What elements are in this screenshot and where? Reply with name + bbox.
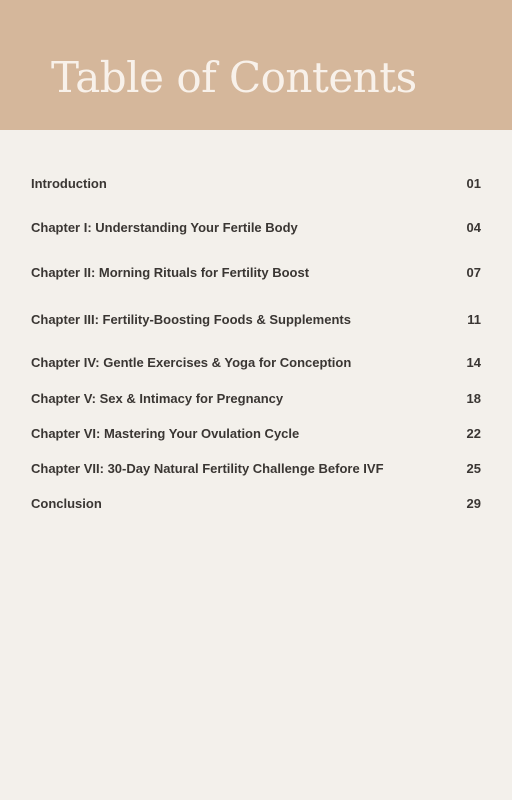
toc-entry-page-number: 18 — [466, 391, 481, 406]
toc-entry-page-number: 29 — [466, 496, 481, 511]
toc-entry-chapter-2[interactable] — [31, 263, 481, 283]
toc-entry-label: Chapter IV: Gentle Exercises & Yoga for Conception — [31, 355, 352, 370]
toc-entry-page-number: 04 — [466, 220, 481, 235]
toc-entry-label: Chapter V: Sex & Intimacy for Pregnancy — [31, 391, 284, 406]
toc-entry-chapter-7[interactable] — [31, 459, 481, 479]
toc-entry-chapter-3[interactable] — [31, 310, 481, 330]
page-title: Table of Contents — [51, 53, 417, 102]
toc-entry-label: Chapter VI: Mastering Your Ovulation Cycle — [31, 426, 300, 441]
toc-entry-label: Conclusion — [31, 496, 102, 511]
toc-entry-page-number: 25 — [466, 461, 481, 476]
header-banner — [0, 0, 512, 130]
toc-entry-label: Chapter VII: 30-Day Natural Fertility Challenge Before IVF — [31, 461, 384, 476]
toc-entry-chapter-4[interactable] — [31, 353, 481, 373]
toc-entry-page-number: 22 — [466, 426, 481, 441]
toc-entry-conclusion[interactable] — [31, 494, 481, 514]
toc-entry-chapter-1[interactable] — [31, 218, 481, 238]
toc-entry-label: Chapter II: Morning Rituals for Fertility Boost — [31, 265, 310, 280]
toc-entry-label: Chapter I: Understanding Your Fertile Body — [31, 220, 298, 235]
toc-entry-page-number: 11 — [467, 312, 481, 327]
toc-entry-page-number: 07 — [466, 265, 481, 280]
toc-entry-label: Chapter III: Fertility-Boosting Foods & Supplements — [31, 312, 351, 327]
toc-entry-label: Introduction — [31, 176, 107, 191]
toc-entry-page-number: 14 — [466, 355, 481, 370]
toc-entry-chapter-6[interactable] — [31, 424, 481, 444]
toc-entry-page-number: 01 — [466, 176, 481, 191]
toc-entry-chapter-5[interactable] — [31, 389, 481, 409]
toc-entry-introduction[interactable] — [31, 174, 481, 194]
